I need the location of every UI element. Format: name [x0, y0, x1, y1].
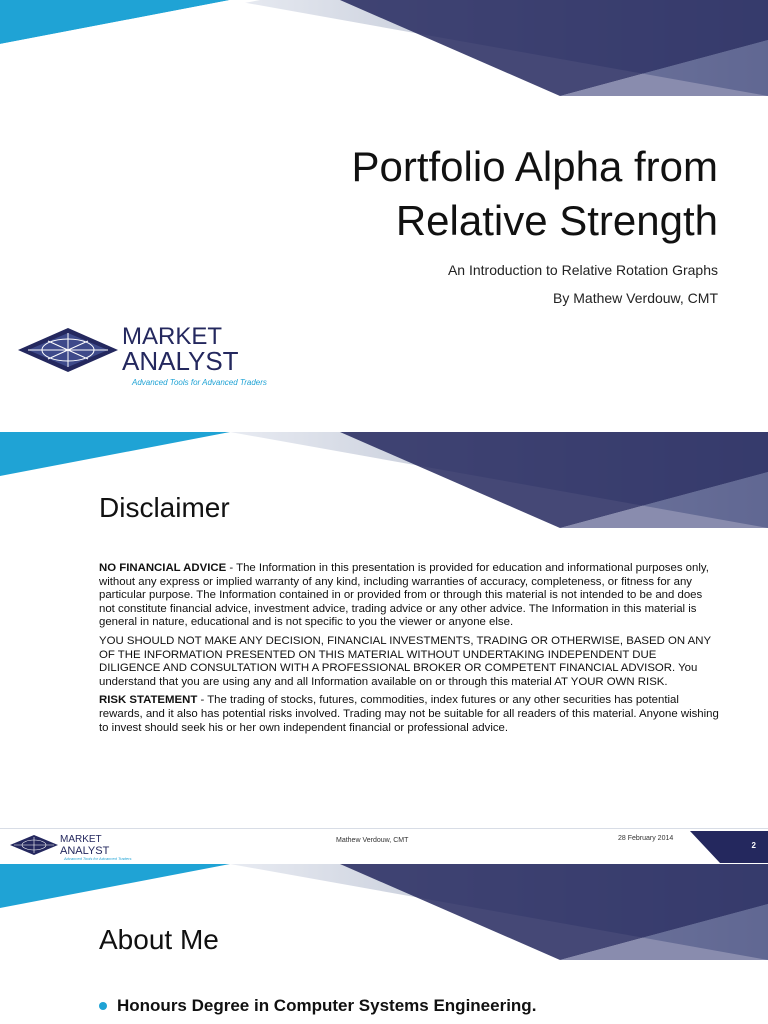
- svg-text:Advanced Tools for Advanced Tr: Advanced Tools for Advanced Traders: [64, 856, 132, 861]
- presentation-subtitle: An Introduction to Relative Rotation Graphs: [447, 262, 718, 278]
- bullet-icon: [99, 1002, 107, 1010]
- footer-date: 28 February 2014: [618, 835, 674, 842]
- no-financial-advice-paragraph: NO FINANCIAL ADVICE - The Information in this presentation is provided for education and informational purposes only, without any express or implied warranty of any kind, including warranties of accuracy, completeness, or fitness for any particular purpose. The Information contained in or provided from or through this material is not intended to be and does not constitute financial advice, investment advice, trading advice or any other advice. The Information in this material is general in nature, educational and is not specific to you the viewer or anyone else.: [99, 562, 709, 629]
- bullet-item: [99, 996, 536, 1016]
- market-analyst-logo-small: [10, 831, 140, 859]
- page-number-tab: [690, 831, 768, 863]
- market-analyst-logo: [18, 320, 278, 390]
- presentation-title: Portfolio Alpha from Relative Strength: [351, 143, 718, 244]
- slide-title: About Me: [99, 924, 219, 955]
- svg-text:ANALYST: ANALYST: [60, 845, 110, 857]
- disclaimer-slide: [0, 432, 768, 864]
- globe-diamond-icon: [18, 328, 118, 372]
- svg-text:ANALYST: ANALYST: [122, 346, 239, 376]
- disclaimer-text: [99, 562, 719, 740]
- footer-author: Mathew Verdouw, CMT: [336, 837, 409, 844]
- title-slide: [0, 0, 768, 432]
- risk-statement-paragraph: RISK STATEMENT - The trading of stocks, futures, commodities, index futures or any other securities has potential rewards, and it also has potential risks involved. Trading may not be suitable for all readers of this material. Anyone wishing to invest should seek his or her own independent financial or professional advice.: [99, 694, 719, 734]
- page-number: 2: [751, 841, 756, 850]
- header-banner: [0, 0, 768, 96]
- svg-text:Advanced Tools for Advanced Tr: Advanced Tools for Advanced Traders: [132, 378, 267, 387]
- svg-text:MARKET: MARKET: [122, 323, 223, 350]
- title-block: [198, 140, 718, 306]
- svg-text:MARKET: MARKET: [60, 834, 102, 845]
- decision-warning-paragraph: YOU SHOULD NOT MAKE ANY DECISION, FINANCIAL INVESTMENTS, TRADING OR OTHERWISE, BASED ON ANY OF THE INFORMATION PRESENTED ON THIS MATERIAL WITHOUT UNDERTAKING INDEPENDENT DUE DILIGENCE AND CONSULTATION WITH A PROFESSIONAL BROKER OR COMPETENT FINANCIAL ADVISOR. You understand that you are using any and all Information available on or through this material AT YOUR OWN RISK.: [99, 634, 711, 688]
- globe-diamond-icon: [10, 835, 58, 855]
- slide-footer: [0, 828, 768, 864]
- bullet-text: Honours Degree in Computer Systems Engineering.: [117, 996, 537, 1015]
- about-me-slide: [0, 864, 768, 1024]
- presentation-author: By Mathew Verdouw, CMT: [553, 290, 718, 306]
- slide-title: Disclaimer: [99, 492, 230, 523]
